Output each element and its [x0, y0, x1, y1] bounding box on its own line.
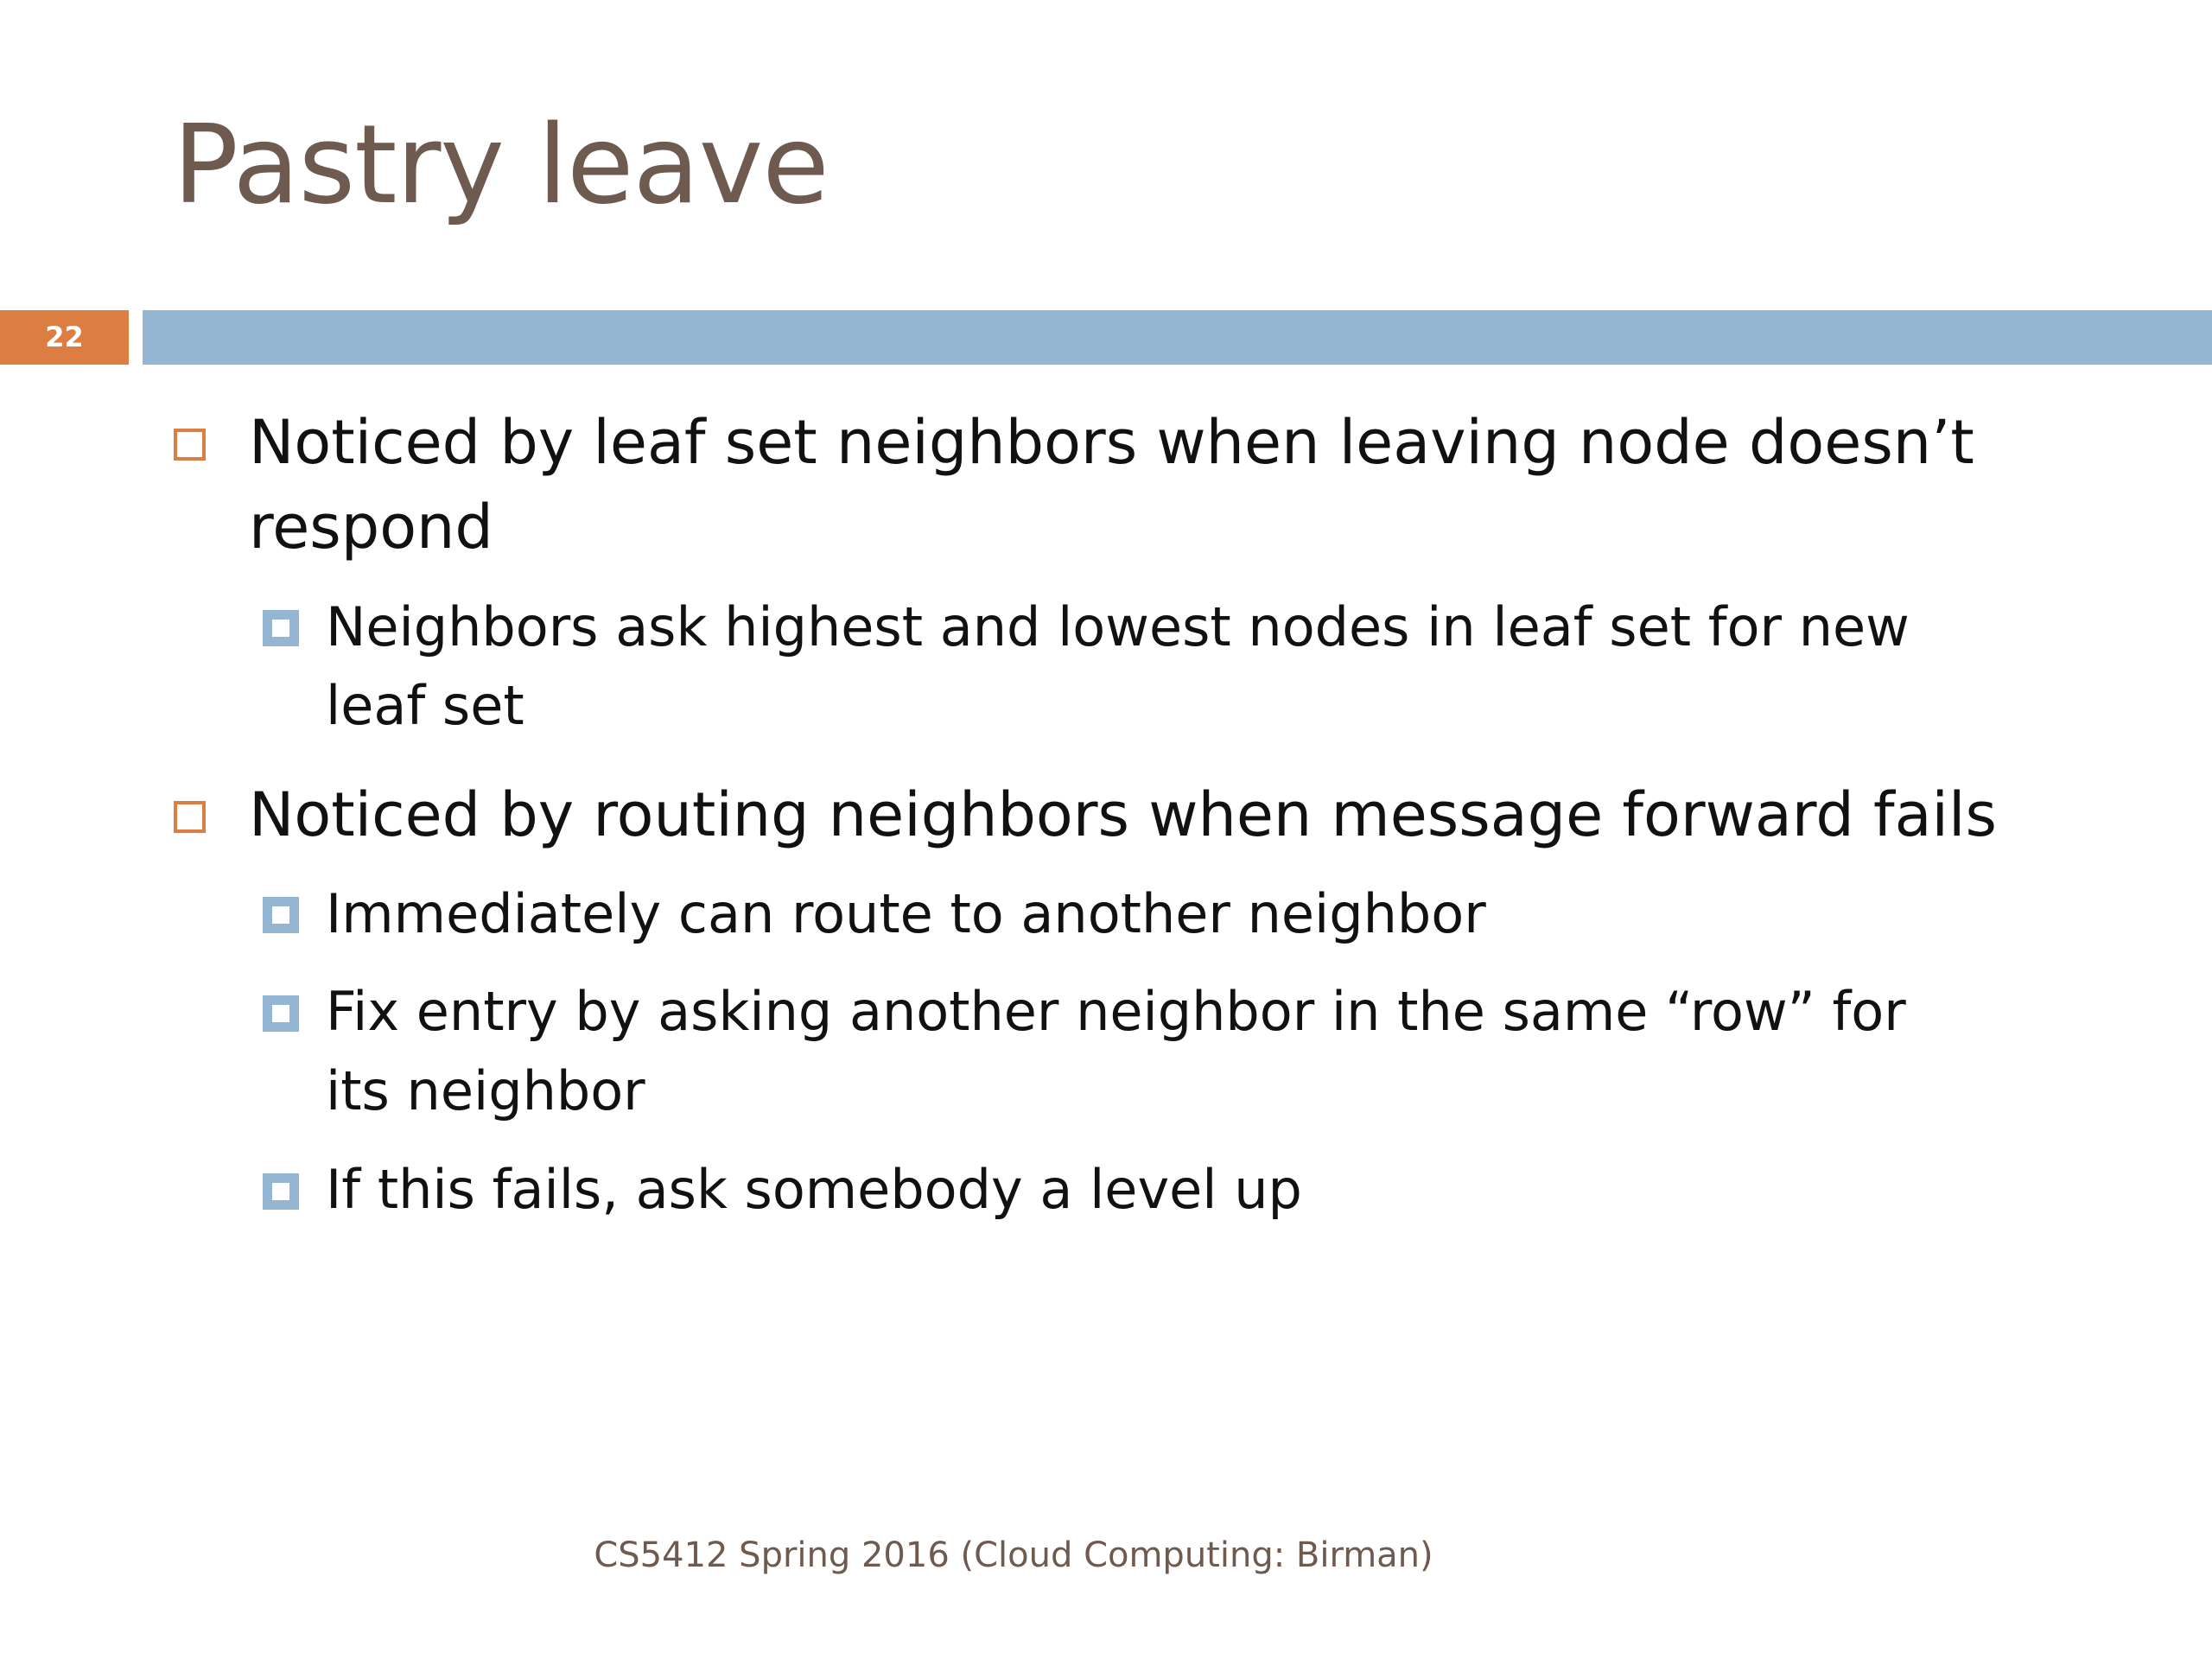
bullet-marker-icon	[174, 429, 206, 461]
sub-bullet-text-continuation: leaf set	[326, 674, 524, 737]
sub-bullet-marker-icon	[263, 897, 299, 933]
sub-bullet-text: If this fails, ask somebody a level up	[326, 1158, 1302, 1221]
slide-number: 22	[0, 310, 129, 365]
sub-bullet-marker-icon	[263, 610, 299, 646]
sub-bullet-text: Neighbors ask highest and lowest nodes in leaf set for new	[326, 595, 1910, 658]
bullet-text: Noticed by leaf set neighbors when leaving node doesn’t	[249, 407, 1974, 478]
sub-bullet-text: Fix entry by asking another neighbor in the same “row” for	[326, 980, 1906, 1043]
bullet-text: Noticed by routing neighbors when message forward fails	[249, 779, 1997, 850]
bullet-marker-icon	[174, 801, 206, 833]
bullet-text-continuation: respond	[249, 492, 493, 563]
sub-bullet-text-continuation: its neighbor	[326, 1059, 645, 1122]
slide-title: Pastry leave	[173, 101, 829, 228]
sub-bullet-marker-icon	[263, 1173, 299, 1210]
sub-bullet-marker-icon	[263, 995, 299, 1032]
sub-bullet-text: Immediately can route to another neighbor	[326, 882, 1486, 945]
slide-footer: CS5412 Spring 2016 (Cloud Computing: Birman)	[594, 1535, 1433, 1575]
